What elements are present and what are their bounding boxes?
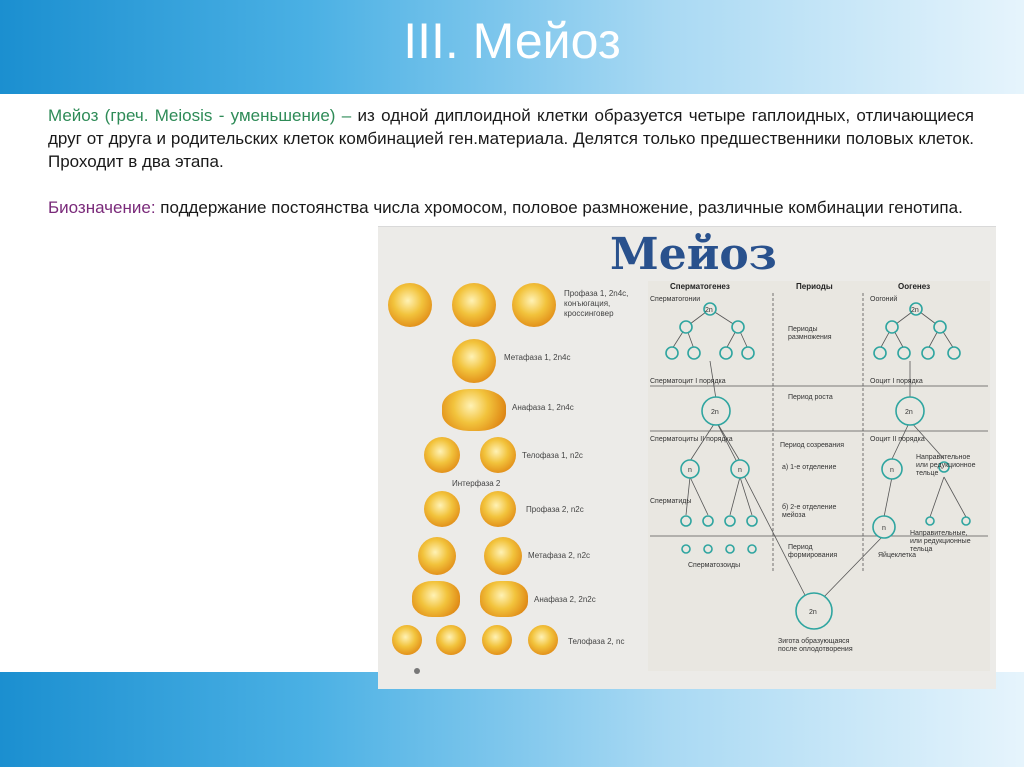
period-maturation: Период созревания <box>780 442 844 449</box>
figure-title: Мейоз <box>610 229 777 280</box>
stage-label: Профаза 2, n2c <box>526 505 584 514</box>
ploidy-label: 2n <box>711 409 719 416</box>
stage-label: Телофаза 2, nc <box>568 637 625 646</box>
stage-label: Интерфаза 2 <box>452 479 501 488</box>
second-division: б) 2-е отделение мейоза <box>782 504 837 519</box>
stage-label: Анафаза 2, 2n2c <box>534 595 596 604</box>
stage-label: Метафаза 2, n2c <box>528 551 591 560</box>
column-periods: Периоды <box>796 282 833 291</box>
slide-title: III. Мейоз <box>403 13 621 69</box>
polar-body-label: Направительное или редукционное тельце <box>916 454 976 477</box>
stage-label: Анафаза 1, 2n4c <box>512 403 574 412</box>
meiosis-definition <box>48 104 974 173</box>
ploidy-label: 2n <box>911 307 919 314</box>
cell-illustration <box>480 491 516 527</box>
cell-illustration <box>482 625 512 655</box>
cell-illustration <box>452 283 496 327</box>
oocyte1-label: Ооцит I порядка <box>870 378 923 385</box>
definition-text: из одной диплоидной клетки образуется четыре гаплоидных, отличающиеся друг от друга и родительских клеток комбинацией ген.материала. Делятся только предшественники половых клеток. Проходит в два этапа. <box>48 106 974 171</box>
period-growth: Период роста <box>788 394 833 401</box>
significance-text: поддержание постоянства числа хромосом, половое размножение, различные комбинации генотипа. <box>155 198 963 217</box>
cell-illustration <box>480 437 516 473</box>
cell-illustration <box>392 625 422 655</box>
stage-label: Телофаза 1, n2c <box>522 451 583 460</box>
bio-significance <box>48 196 974 219</box>
significance-term: Биозначение: <box>48 198 156 217</box>
cell-illustration <box>424 437 460 473</box>
gametogenesis-scheme <box>648 281 990 671</box>
cell-illustration <box>484 537 522 575</box>
cell-illustration <box>480 581 528 617</box>
spermatocyte1-label: Сперматоцит I порядка <box>650 378 726 385</box>
ploidy-label: 2n <box>705 307 713 314</box>
zygote-label: Зигота образующаяся после оплодотворения <box>778 638 853 653</box>
oocyte2-label: Ооцит II порядка <box>870 436 925 443</box>
cell-illustration <box>424 491 460 527</box>
first-division: а) 1-е отделение <box>782 464 837 471</box>
meiosis-figure <box>378 226 996 689</box>
stage-label: Профаза 1, 2n4c, конъюгация, кроссинговер <box>564 289 629 318</box>
cell-illustration <box>528 625 558 655</box>
spermatids-label: Сперматиды <box>650 498 692 505</box>
polar-bodies-label: Направительные, или редукционные тельца <box>910 530 971 553</box>
cell-illustration <box>442 389 506 431</box>
ploidy-label: n <box>882 525 886 532</box>
ploidy-label: n <box>738 467 742 474</box>
spermatogonia-label: Сперматогонии <box>650 296 701 303</box>
meiosis-stages-illustration <box>382 281 652 671</box>
cell-illustration <box>418 537 456 575</box>
cell-illustration <box>388 283 432 327</box>
cell-illustration <box>436 625 466 655</box>
cell-illustration <box>412 581 460 617</box>
ploidy-label: 2n <box>905 409 913 416</box>
cell-illustration <box>512 283 556 327</box>
period-formation: Период формирования <box>788 544 838 559</box>
ploidy-label: n <box>688 467 692 474</box>
period-reproduction: Периоды размножения <box>788 326 832 341</box>
column-spermatogenesis: Сперматогенез <box>670 282 730 291</box>
gametogenesis-diagram <box>648 281 990 671</box>
egg-label: Яйцеклетка <box>878 552 916 559</box>
spermatozoa-label: Сперматозоиды <box>688 562 741 569</box>
ploidy-label: n <box>890 467 894 474</box>
oogonium-label: Оогоний <box>870 296 898 303</box>
column-oogenesis: Оогенез <box>898 282 931 291</box>
figure-dot <box>414 668 420 674</box>
ploidy-label: 2n <box>809 609 817 616</box>
definition-term: Мейоз (греч. Meiosis - уменьшение) – <box>48 106 352 125</box>
spermatocytes2-label: Сперматоциты II порядка <box>650 436 733 443</box>
cell-illustration <box>452 339 496 383</box>
stage-label: Метафаза 1, 2n4c <box>504 353 571 362</box>
